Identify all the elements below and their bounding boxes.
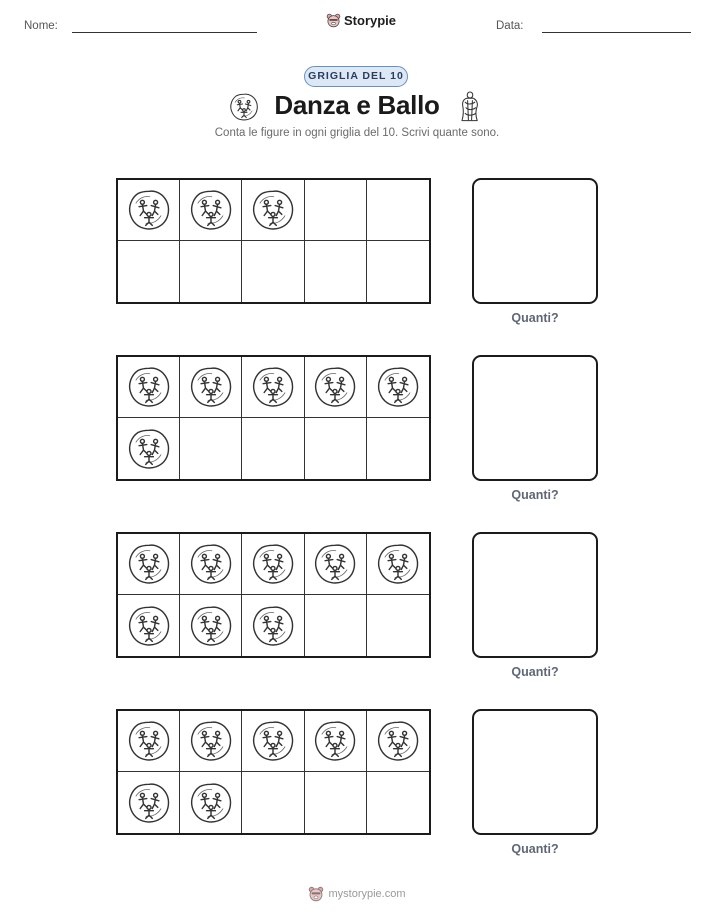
answer-box[interactable] <box>472 355 598 481</box>
dancers-medallion-icon <box>376 542 420 586</box>
dancers-medallion-icon <box>376 365 420 409</box>
ten-frame-cell <box>367 418 429 479</box>
dancers-medallion-icon <box>251 365 295 409</box>
ten-frame-cell <box>180 241 242 302</box>
dancers-medallion-icon <box>313 365 357 409</box>
dancers-medallion-icon <box>189 365 233 409</box>
ten-frame-cell <box>180 534 242 595</box>
ten-frame-cell <box>305 357 367 418</box>
ten-frame-cell <box>305 711 367 772</box>
ten-frame-cell <box>242 241 304 302</box>
ten-frame-cell <box>367 180 429 241</box>
dancers-medallion-icon <box>127 427 171 471</box>
ten-frame-cell <box>305 595 367 656</box>
ten-frame-cell <box>367 357 429 418</box>
ten-frame-cell <box>118 711 180 772</box>
ten-frame-cell <box>118 357 180 418</box>
answer-box[interactable] <box>472 709 598 835</box>
count-prompt: Quanti? <box>511 488 559 502</box>
footer-url: mystorypie.com <box>328 888 406 900</box>
ten-frame-cell <box>118 418 180 479</box>
count-prompt: Quanti? <box>511 842 559 856</box>
ten-frame-cell <box>367 772 429 833</box>
dancers-medallion-icon <box>189 542 233 586</box>
answer-box[interactable] <box>472 532 598 658</box>
ten-frame-cell <box>242 180 304 241</box>
ten-frame-cell <box>180 357 242 418</box>
ten-frame-cell <box>242 357 304 418</box>
bear-mascot-icon <box>308 886 324 902</box>
ten-frame-cell <box>305 180 367 241</box>
ten-frame <box>116 532 431 658</box>
dancers-medallion-icon <box>127 604 171 648</box>
dancers-medallion-icon <box>189 781 233 825</box>
dancers-medallion-icon <box>127 781 171 825</box>
worksheet-type-badge: GRIGLIA DEL 10 <box>304 66 408 87</box>
ten-frame-cell <box>180 418 242 479</box>
ten-frame-cell <box>305 772 367 833</box>
answer-box[interactable] <box>472 178 598 304</box>
ten-frame-cell <box>367 711 429 772</box>
ancient-dancer-figure-icon <box>458 91 482 123</box>
ten-frame-cell <box>242 418 304 479</box>
date-label: Data: <box>496 20 524 32</box>
date-write-line[interactable] <box>542 32 691 33</box>
ten-frame-cell <box>242 595 304 656</box>
ten-frame <box>116 178 431 304</box>
ten-frame <box>116 709 431 835</box>
dancers-medallion-icon <box>251 542 295 586</box>
instructions: Conta le figure in ogni griglia del 10. Scrivi quante sono. <box>214 127 500 139</box>
ten-frame-cell <box>118 595 180 656</box>
dancers-medallion-icon <box>251 719 295 763</box>
ten-frame-cell <box>118 241 180 302</box>
ten-frame-cell <box>367 241 429 302</box>
page-title: Danza e Ballo <box>274 90 440 120</box>
dancers-medallion-icon <box>376 719 420 763</box>
ten-frame <box>116 355 431 481</box>
ten-frame-cell <box>242 711 304 772</box>
ten-frame-cell <box>305 534 367 595</box>
dancers-medallion-icon <box>189 719 233 763</box>
dancers-medallion-icon <box>127 542 171 586</box>
ten-frame-cell <box>242 534 304 595</box>
brand-logo <box>326 13 396 28</box>
ten-frame-cell <box>305 241 367 302</box>
ten-frame-cell <box>180 772 242 833</box>
brand-name: Storypie <box>344 13 397 28</box>
dancers-medallion-icon <box>313 719 357 763</box>
ten-frame-cell <box>180 180 242 241</box>
ten-frame-cell <box>118 534 180 595</box>
dancers-medallion-icon <box>313 542 357 586</box>
name-label: Nome: <box>24 20 58 32</box>
dancers-medallion-icon <box>251 604 295 648</box>
dancers-medallion-icon <box>127 719 171 763</box>
dancers-medallion-icon <box>251 188 295 232</box>
count-prompt: Quanti? <box>511 665 559 679</box>
footer <box>0 886 714 902</box>
ten-frame-cell <box>118 772 180 833</box>
ten-frame-cell <box>367 595 429 656</box>
dancers-medallion-icon <box>189 188 233 232</box>
count-prompt: Quanti? <box>511 311 559 325</box>
name-write-line[interactable] <box>72 32 257 33</box>
ten-frame-cell <box>180 595 242 656</box>
dancers-medallion-icon <box>189 604 233 648</box>
ten-frame-cell <box>242 772 304 833</box>
dancers-medallion-icon <box>127 188 171 232</box>
ten-frame-cell <box>118 180 180 241</box>
ten-frame-cell <box>180 711 242 772</box>
bear-mascot-icon <box>326 13 341 28</box>
dancers-medallion-icon <box>127 365 171 409</box>
ten-frame-cell <box>367 534 429 595</box>
ten-frame-cell <box>305 418 367 479</box>
